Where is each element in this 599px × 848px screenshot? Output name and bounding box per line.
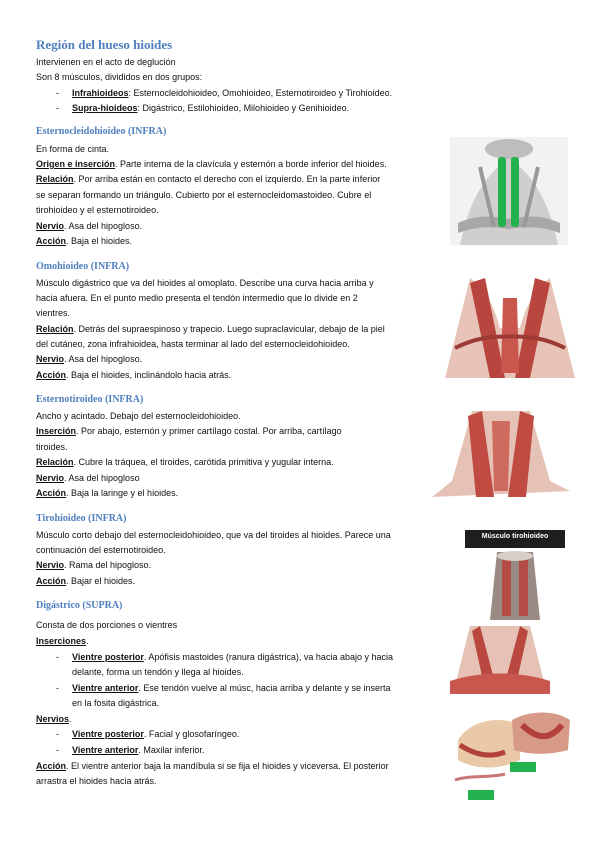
section-title: Tirohioideo (INFRA) — [36, 513, 127, 524]
bullet-dash: - — [56, 103, 59, 113]
text-line: Nervio. Asa del hipogloso. — [36, 354, 143, 364]
figure-tirohioideo — [465, 530, 565, 620]
text-line: Consta de dos porciones o vientres — [36, 620, 178, 630]
text-line: Inserción. Por abajo, esternón y primer cartílago costal. Por arriba, cartílago — [36, 426, 342, 436]
group-item: Infrahioideos: Esternocleidohioideo, Omohioideo, Esternotiroideo y Tirohioideo. — [72, 88, 393, 98]
text-line: Inserciones. — [36, 636, 89, 646]
text-line: Ancho y acintado. Debajo del esternocleidohioideo. — [36, 411, 241, 421]
section-title: Digástrico (SUPRA) — [36, 600, 123, 611]
group-item: Supra-hioideos: Digástrico, Estilohioideo, Milohioideo y Genihioideo. — [72, 103, 350, 113]
bullet-dash: - — [56, 745, 59, 755]
text-line: se separan formando un triángulo. Cubierto por el esternocleidomastoideo. Cubre el — [36, 190, 372, 200]
bullet-dash: - — [56, 652, 59, 662]
text-line: Nervio. Asa del hipogloso — [36, 473, 140, 483]
bullet-item: Vientre posterior. Apófisis mastoides (ranura digástrica), va hacia abajo y hacia — [72, 652, 393, 662]
bullet-item-cont: en la fosita digástrica. — [72, 698, 160, 708]
figure-esternotiroideo — [432, 411, 570, 497]
intro-line: Intervienen en el acto de deglución — [36, 57, 176, 67]
text-line: Músculo corto debajo del esternocleidohioideo, que va del tiroides al hioides. Parece una — [36, 530, 391, 540]
bullet-dash: - — [56, 683, 59, 693]
text-line: Nervio. Asa del hipogloso. — [36, 221, 143, 231]
text-line: Acción. Baja el hioides. — [36, 236, 133, 246]
figure-omohioideo — [445, 278, 575, 378]
page-title: Región del hueso hioides — [36, 37, 173, 52]
figure-esternocleidohioideo — [450, 137, 568, 245]
text-line: del cutáneo, zona infrahioidea, hasta terminar al lado del esternocleidohioideo. — [36, 339, 350, 349]
text-line: Nervios. — [36, 714, 72, 724]
text-line: Acción. El vientre anterior baja la mandíbula si se fija el hioides y viceversa. El posterior — [36, 761, 389, 771]
text-line: Relación. Por arriba están en contacto el derecho con el izquierdo. En la parte inferior — [36, 174, 381, 184]
figure-caption: Músculo tirohioideo — [481, 533, 549, 540]
figure-digastrico-frontal — [450, 626, 550, 694]
text-line: Músculo digástrico que va del hioides al omoplato. Describe una curva hacia arriba y — [36, 278, 374, 288]
bullet-dash: - — [56, 729, 59, 739]
text-line: tiroides. — [36, 442, 68, 452]
text-line: continuación del esternotiroideo. — [36, 545, 166, 555]
bullet-item: Vientre anterior. Maxilar inferior. — [72, 745, 205, 755]
text-line: Acción. Baja el hioides, inclinándolo hacia atrás. — [36, 370, 232, 380]
section-title: Esternotiroideo (INFRA) — [36, 394, 144, 405]
text-line: Nervio. Rama del hipogloso. — [36, 560, 152, 570]
figure-digastrico-lateral — [450, 700, 575, 805]
section-title: Esternocleidohioideo (INFRA) — [36, 126, 167, 137]
section-title: Omohioideo (INFRA) — [36, 261, 130, 272]
intro-line: Son 8 músculos, divididos en dos grupos: — [36, 72, 203, 82]
text-line: vientres. — [36, 308, 71, 318]
text-line: Acción. Bajar el hioides. — [36, 576, 136, 586]
bullet-item: Vientre anterior. Ese tendón vuelve al músc, hacia arriba y delante y se inserta — [72, 683, 391, 693]
text-line: hacia afuera. En el punto medio presenta el tendón intermedio que lo divide en 2 — [36, 293, 358, 303]
text-line: En forma de cinta. — [36, 144, 110, 154]
text-line: arrastra el hioides hacia atrás. — [36, 776, 157, 786]
text-line: tirohioideo y el esternotiroideo. — [36, 205, 159, 215]
text-line: Relación. Detrás del supraespinoso y trapecio. Luego supraclavicular, debajo de la piel — [36, 324, 385, 334]
text-line: Relación. Cubre la tráquea, el tiroides, carótida primitiva y yugular interna. — [36, 457, 334, 467]
text-line: Acción. Baja la laringe y el hioides. — [36, 488, 179, 498]
bullet-item: Vientre posterior. Facial y glosofaríngeo. — [72, 729, 240, 739]
bullet-dash: - — [56, 88, 59, 98]
bullet-item-cont: delante, forma un tendón y llega al hioides. — [72, 667, 244, 677]
text-line: Origen e inserción. Parte interna de la clavícula y esternón a borde inferior del hioides. — [36, 159, 387, 169]
